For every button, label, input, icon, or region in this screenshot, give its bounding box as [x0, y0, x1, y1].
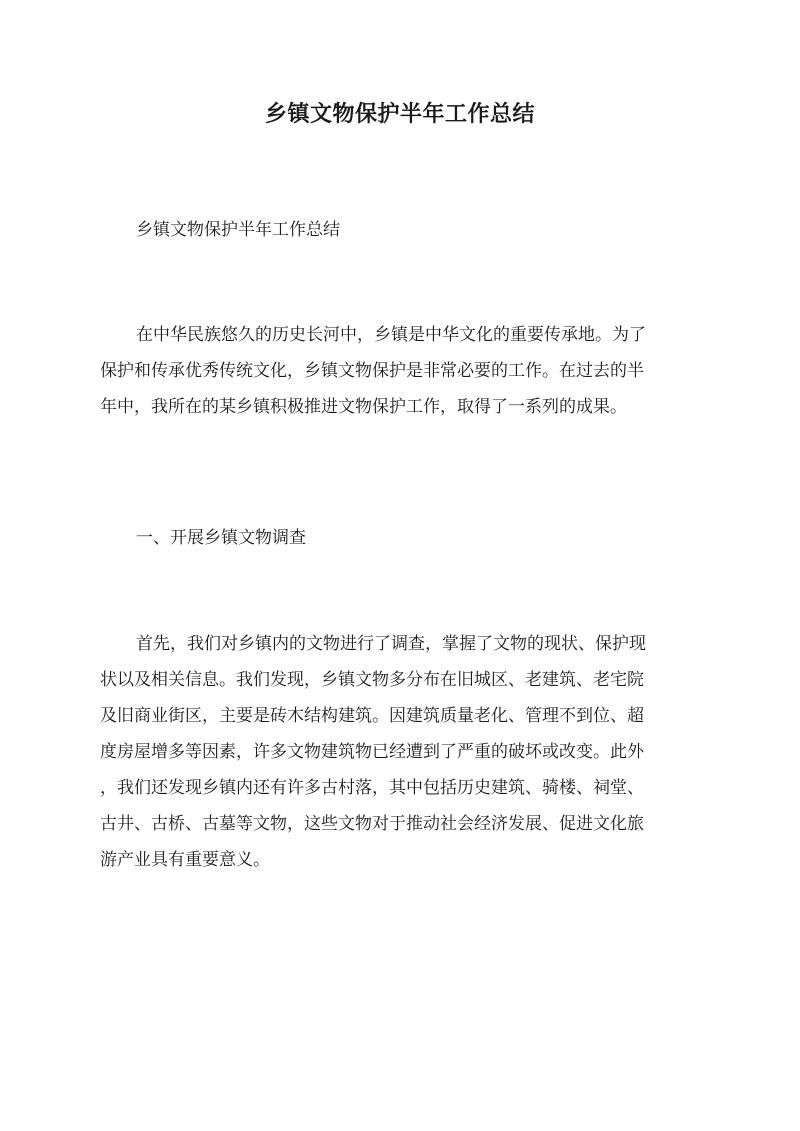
paragraph-line: 首先，我们对乡镇内的文物进行了调查，掌握了文物的现状、保护现: [136, 634, 646, 654]
document-title: 乡镇文物保护半年工作总结: [264, 101, 535, 127]
paragraph-line: 度房屋增多等因素，许多文物建筑物已经遭到了严重的破坏或改变。此外: [100, 742, 644, 762]
paragraph-line: ，我们还发现乡镇内还有许多古村落，其中包括历史建筑、骑楼、祠堂、: [100, 778, 644, 798]
paragraph-line: 状以及相关信息。我们发现，乡镇文物多分布在旧城区、老建筑、老宅院: [100, 670, 644, 690]
paragraph-line: 在中华民族悠久的历史长河中，乡镇是中华文化的重要传承地。为了: [136, 325, 646, 345]
paragraph-line: 古井、古桥、古墓等文物，这些文物对于推动社会经济发展、促进文化旅: [100, 814, 644, 834]
section-heading-survey: 一、开展乡镇文物调查: [136, 528, 306, 548]
document-subtitle: 乡镇文物保护半年工作总结: [136, 220, 340, 240]
survey-paragraph: [100, 626, 700, 878]
paragraph-line: 及旧商业街区，主要是砖木结构建筑。因建筑质量老化、管理不到位、超: [100, 706, 644, 726]
paragraph-line: 游产业具有重要意义。: [100, 850, 270, 870]
intro-paragraph: [100, 317, 700, 425]
paragraph-line: 保护和传承优秀传统文化，乡镇文物保护是非常必要的工作。在过去的半: [100, 361, 644, 381]
paragraph-line: 年中，我所在的某乡镇积极推进文物保护工作，取得了一系列的成果。: [100, 397, 627, 417]
